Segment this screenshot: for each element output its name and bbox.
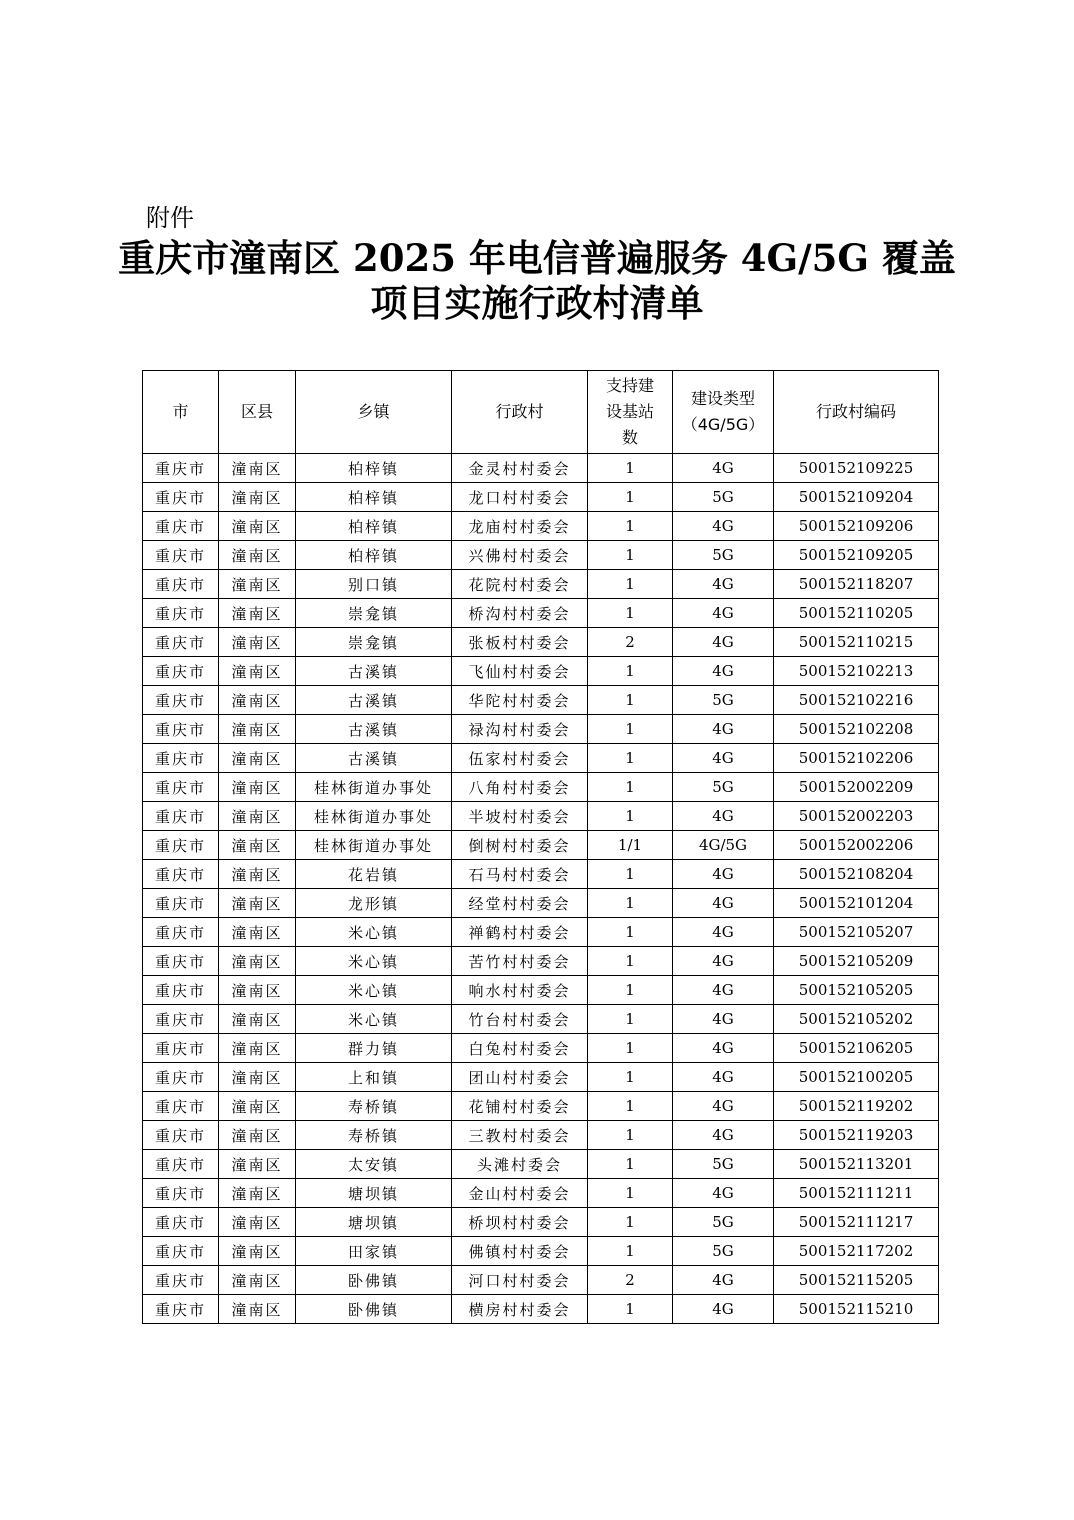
cell-build-type: 4G: [673, 657, 774, 686]
document-title: 重庆市潼南区 2025 年电信普遍服务 4G/5G 覆盖: [118, 236, 956, 280]
table-row: [143, 512, 939, 541]
cell-station-count: 1: [588, 570, 673, 599]
cell-city: 重庆市: [143, 1266, 219, 1295]
cell-city: 重庆市: [143, 1208, 219, 1237]
table-row: [143, 744, 939, 773]
table-row: [143, 773, 939, 802]
attachment-label: 附件: [146, 204, 194, 232]
cell-build-type: 5G: [673, 773, 774, 802]
cell-station-count: 1: [588, 1092, 673, 1121]
cell-city: 重庆市: [143, 454, 219, 483]
cell-village-code: 500152102213: [774, 657, 939, 686]
table-row: [143, 802, 939, 831]
cell-city: 重庆市: [143, 976, 219, 1005]
cell-district: 潼南区: [219, 628, 296, 657]
table-row: [143, 831, 939, 860]
cell-town: 太安镇: [296, 1150, 452, 1179]
cell-city: 重庆市: [143, 860, 219, 889]
col-header-town: 乡镇: [296, 371, 452, 454]
cell-village: 白兔村村委会: [452, 1034, 588, 1063]
cell-district: 潼南区: [219, 918, 296, 947]
cell-station-count: 2: [588, 628, 673, 657]
cell-village: 三教村村委会: [452, 1121, 588, 1150]
cell-town: 米心镇: [296, 947, 452, 976]
cell-village-code: 500152105209: [774, 947, 939, 976]
cell-town: 塘坝镇: [296, 1208, 452, 1237]
cell-village-code: 500152111217: [774, 1208, 939, 1237]
cell-build-type: 4G: [673, 918, 774, 947]
cell-village-code: 500152109206: [774, 512, 939, 541]
cell-village-code: 500152002206: [774, 831, 939, 860]
cell-station-count: 1: [588, 657, 673, 686]
cell-build-type: 4G: [673, 628, 774, 657]
cell-village: 河口村村委会: [452, 1266, 588, 1295]
cell-station-count: 1: [588, 744, 673, 773]
table-row: [143, 1092, 939, 1121]
cell-district: 潼南区: [219, 802, 296, 831]
cell-village-code: 500152119202: [774, 1092, 939, 1121]
cell-city: 重庆市: [143, 483, 219, 512]
cell-village-code: 500152100205: [774, 1063, 939, 1092]
cell-station-count: 1: [588, 947, 673, 976]
cell-town: 塘坝镇: [296, 1179, 452, 1208]
cell-village: 八角村村委会: [452, 773, 588, 802]
col-header-build-type: 建设类型（4G/5G）: [673, 371, 774, 454]
cell-village: 兴佛村村委会: [452, 541, 588, 570]
table-row: [143, 1063, 939, 1092]
cell-village-code: 500152119203: [774, 1121, 939, 1150]
cell-build-type: 4G: [673, 1005, 774, 1034]
cell-town: 上和镇: [296, 1063, 452, 1092]
cell-build-type: 4G: [673, 599, 774, 628]
cell-village-code: 500152109205: [774, 541, 939, 570]
cell-build-type: 4G: [673, 947, 774, 976]
cell-city: 重庆市: [143, 1179, 219, 1208]
table-body: [143, 454, 939, 1324]
cell-village: 横房村村委会: [452, 1295, 588, 1324]
cell-district: 潼南区: [219, 1005, 296, 1034]
cell-village-code: 500152105202: [774, 1005, 939, 1034]
cell-village: 伍家村村委会: [452, 744, 588, 773]
cell-town: 寿桥镇: [296, 1092, 452, 1121]
col-header-city: 市: [143, 371, 219, 454]
cell-city: 重庆市: [143, 541, 219, 570]
cell-build-type: 4G: [673, 802, 774, 831]
cell-district: 潼南区: [219, 483, 296, 512]
cell-town: 桂林街道办事处: [296, 831, 452, 860]
cell-town: 花岩镇: [296, 860, 452, 889]
cell-city: 重庆市: [143, 1005, 219, 1034]
cell-town: 柏梓镇: [296, 483, 452, 512]
cell-city: 重庆市: [143, 889, 219, 918]
table-row: [143, 1237, 939, 1266]
cell-village-code: 500152118207: [774, 570, 939, 599]
cell-build-type: 5G: [673, 686, 774, 715]
cell-village-code: 500152106205: [774, 1034, 939, 1063]
cell-district: 潼南区: [219, 773, 296, 802]
cell-station-count: 1: [588, 860, 673, 889]
cell-village: 花院村村委会: [452, 570, 588, 599]
table-row: [143, 715, 939, 744]
cell-station-count: 1: [588, 918, 673, 947]
table-row: [143, 918, 939, 947]
cell-city: 重庆市: [143, 599, 219, 628]
cell-build-type: 4G: [673, 1034, 774, 1063]
cell-city: 重庆市: [143, 628, 219, 657]
cell-village-code: 500152110205: [774, 599, 939, 628]
cell-village: 龙庙村村委会: [452, 512, 588, 541]
cell-town: 古溪镇: [296, 686, 452, 715]
cell-station-count: 1: [588, 1237, 673, 1266]
cell-city: 重庆市: [143, 744, 219, 773]
cell-village: 石马村村委会: [452, 860, 588, 889]
cell-town: 古溪镇: [296, 715, 452, 744]
cell-build-type: 5G: [673, 541, 774, 570]
table-row: [143, 657, 939, 686]
cell-town: 柏梓镇: [296, 541, 452, 570]
table-row: [143, 599, 939, 628]
cell-village: 桥坝村村委会: [452, 1208, 588, 1237]
cell-station-count: 1: [588, 1208, 673, 1237]
cell-district: 潼南区: [219, 1237, 296, 1266]
cell-village-code: 500152109225: [774, 454, 939, 483]
cell-city: 重庆市: [143, 831, 219, 860]
col-header-district: 区县: [219, 371, 296, 454]
cell-district: 潼南区: [219, 715, 296, 744]
cell-village: 团山村村委会: [452, 1063, 588, 1092]
cell-village-code: 500152115210: [774, 1295, 939, 1324]
table-row: [143, 860, 939, 889]
table-row: [143, 483, 939, 512]
cell-town: 柏梓镇: [296, 512, 452, 541]
cell-build-type: 4G: [673, 1266, 774, 1295]
cell-village-code: 500152002203: [774, 802, 939, 831]
cell-town: 古溪镇: [296, 744, 452, 773]
table-row: [143, 454, 939, 483]
cell-build-type: 5G: [673, 1237, 774, 1266]
cell-village-code: 500152102216: [774, 686, 939, 715]
cell-town: 桂林街道办事处: [296, 802, 452, 831]
cell-build-type: 4G: [673, 1063, 774, 1092]
cell-city: 重庆市: [143, 512, 219, 541]
cell-village: 龙口村村委会: [452, 483, 588, 512]
cell-village: 禄沟村村委会: [452, 715, 588, 744]
cell-station-count: 1: [588, 541, 673, 570]
cell-village: 禅鹤村村委会: [452, 918, 588, 947]
cell-district: 潼南区: [219, 1063, 296, 1092]
col-header-village: 行政村: [452, 371, 588, 454]
cell-district: 潼南区: [219, 1034, 296, 1063]
cell-city: 重庆市: [143, 802, 219, 831]
cell-village: 响水村村委会: [452, 976, 588, 1005]
cell-city: 重庆市: [143, 947, 219, 976]
cell-district: 潼南区: [219, 831, 296, 860]
cell-village-code: 500152002209: [774, 773, 939, 802]
cell-town: 桂林街道办事处: [296, 773, 452, 802]
cell-station-count: 1: [588, 1121, 673, 1150]
cell-village: 经堂村村委会: [452, 889, 588, 918]
cell-village-code: 500152109204: [774, 483, 939, 512]
cell-village: 竹台村村委会: [452, 1005, 588, 1034]
table-row: [143, 976, 939, 1005]
cell-district: 潼南区: [219, 686, 296, 715]
cell-station-count: 1/1: [588, 831, 673, 860]
table-row: [143, 628, 939, 657]
cell-district: 潼南区: [219, 976, 296, 1005]
table-row: [143, 1150, 939, 1179]
cell-build-type: 4G: [673, 1179, 774, 1208]
cell-town: 古溪镇: [296, 657, 452, 686]
cell-district: 潼南区: [219, 1092, 296, 1121]
cell-city: 重庆市: [143, 1121, 219, 1150]
cell-town: 别口镇: [296, 570, 452, 599]
cell-town: 卧佛镇: [296, 1266, 452, 1295]
cell-city: 重庆市: [143, 1237, 219, 1266]
cell-build-type: 4G: [673, 715, 774, 744]
cell-village-code: 500152111211: [774, 1179, 939, 1208]
cell-build-type: 5G: [673, 483, 774, 512]
table-row: [143, 1005, 939, 1034]
table-header-row: [143, 371, 939, 454]
cell-village: 桥沟村村委会: [452, 599, 588, 628]
cell-village: 华陀村村委会: [452, 686, 588, 715]
cell-city: 重庆市: [143, 715, 219, 744]
cell-district: 潼南区: [219, 541, 296, 570]
cell-build-type: 5G: [673, 1208, 774, 1237]
table-row: [143, 1121, 939, 1150]
cell-village: 张板村村委会: [452, 628, 588, 657]
cell-village: 佛镇村村委会: [452, 1237, 588, 1266]
cell-city: 重庆市: [143, 1034, 219, 1063]
cell-build-type: 4G: [673, 1092, 774, 1121]
table-row: [143, 541, 939, 570]
cell-village-code: 500152113201: [774, 1150, 939, 1179]
document-subtitle: 项目实施行政村清单: [370, 281, 704, 325]
cell-district: 潼南区: [219, 947, 296, 976]
cell-village-code: 500152105207: [774, 918, 939, 947]
cell-station-count: 1: [588, 454, 673, 483]
cell-district: 潼南区: [219, 889, 296, 918]
cell-build-type: 4G: [673, 570, 774, 599]
cell-village-code: 500152108204: [774, 860, 939, 889]
cell-district: 潼南区: [219, 1208, 296, 1237]
cell-village: 花铺村村委会: [452, 1092, 588, 1121]
cell-district: 潼南区: [219, 860, 296, 889]
cell-station-count: 1: [588, 773, 673, 802]
cell-build-type: 4G: [673, 976, 774, 1005]
cell-town: 田家镇: [296, 1237, 452, 1266]
cell-station-count: 1: [588, 1179, 673, 1208]
cell-district: 潼南区: [219, 1121, 296, 1150]
cell-build-type: 4G: [673, 454, 774, 483]
cell-town: 龙形镇: [296, 889, 452, 918]
cell-station-count: 1: [588, 512, 673, 541]
col-header-station-count: 支持建设基站数: [588, 371, 673, 454]
cell-station-count: 1: [588, 1005, 673, 1034]
cell-build-type: 4G: [673, 1121, 774, 1150]
village-list-table: [142, 370, 939, 1324]
cell-village: 头滩村委会: [452, 1150, 588, 1179]
cell-build-type: 4G: [673, 1295, 774, 1324]
cell-district: 潼南区: [219, 657, 296, 686]
cell-city: 重庆市: [143, 657, 219, 686]
cell-town: 米心镇: [296, 1005, 452, 1034]
cell-build-type: 4G/5G: [673, 831, 774, 860]
cell-district: 潼南区: [219, 570, 296, 599]
cell-village-code: 500152115205: [774, 1266, 939, 1295]
cell-village: 苦竹村村委会: [452, 947, 588, 976]
cell-district: 潼南区: [219, 512, 296, 541]
cell-build-type: 4G: [673, 744, 774, 773]
cell-town: 米心镇: [296, 976, 452, 1005]
col-header-village-code: 行政村编码: [774, 371, 939, 454]
cell-village-code: 500152110215: [774, 628, 939, 657]
cell-build-type: 4G: [673, 860, 774, 889]
cell-district: 潼南区: [219, 454, 296, 483]
cell-town: 群力镇: [296, 1034, 452, 1063]
cell-station-count: 1: [588, 976, 673, 1005]
cell-station-count: 1: [588, 483, 673, 512]
cell-district: 潼南区: [219, 1150, 296, 1179]
cell-village-code: 500152102208: [774, 715, 939, 744]
cell-city: 重庆市: [143, 773, 219, 802]
table-row: [143, 1266, 939, 1295]
cell-station-count: 2: [588, 1266, 673, 1295]
cell-station-count: 1: [588, 1150, 673, 1179]
cell-town: 米心镇: [296, 918, 452, 947]
table-row: [143, 1179, 939, 1208]
cell-village: 倒树村村委会: [452, 831, 588, 860]
cell-town: 寿桥镇: [296, 1121, 452, 1150]
cell-village: 半坡村村委会: [452, 802, 588, 831]
cell-district: 潼南区: [219, 1179, 296, 1208]
cell-station-count: 1: [588, 802, 673, 831]
cell-district: 潼南区: [219, 1266, 296, 1295]
table-row: [143, 686, 939, 715]
cell-town: 卧佛镇: [296, 1295, 452, 1324]
cell-city: 重庆市: [143, 1150, 219, 1179]
cell-city: 重庆市: [143, 1295, 219, 1324]
cell-town: 崇龛镇: [296, 599, 452, 628]
cell-town: 柏梓镇: [296, 454, 452, 483]
cell-town: 崇龛镇: [296, 628, 452, 657]
cell-station-count: 1: [588, 686, 673, 715]
cell-city: 重庆市: [143, 918, 219, 947]
cell-station-count: 1: [588, 1034, 673, 1063]
cell-city: 重庆市: [143, 570, 219, 599]
cell-village-code: 500152101204: [774, 889, 939, 918]
table-row: [143, 570, 939, 599]
cell-station-count: 1: [588, 599, 673, 628]
cell-village-code: 500152117202: [774, 1237, 939, 1266]
cell-village: 金山村村委会: [452, 1179, 588, 1208]
cell-station-count: 1: [588, 715, 673, 744]
cell-station-count: 1: [588, 1063, 673, 1092]
cell-build-type: 5G: [673, 1150, 774, 1179]
cell-city: 重庆市: [143, 1092, 219, 1121]
cell-district: 潼南区: [219, 744, 296, 773]
table-row: [143, 1295, 939, 1324]
cell-build-type: 4G: [673, 889, 774, 918]
cell-district: 潼南区: [219, 599, 296, 628]
cell-station-count: 1: [588, 1295, 673, 1324]
cell-district: 潼南区: [219, 1295, 296, 1324]
cell-village-code: 500152102206: [774, 744, 939, 773]
cell-village: 飞仙村村委会: [452, 657, 588, 686]
cell-build-type: 4G: [673, 512, 774, 541]
table-row: [143, 1208, 939, 1237]
table-row: [143, 947, 939, 976]
table-row: [143, 1034, 939, 1063]
cell-village: 金灵村村委会: [452, 454, 588, 483]
cell-city: 重庆市: [143, 686, 219, 715]
cell-station-count: 1: [588, 889, 673, 918]
cell-village-code: 500152105205: [774, 976, 939, 1005]
table-row: [143, 889, 939, 918]
cell-city: 重庆市: [143, 1063, 219, 1092]
